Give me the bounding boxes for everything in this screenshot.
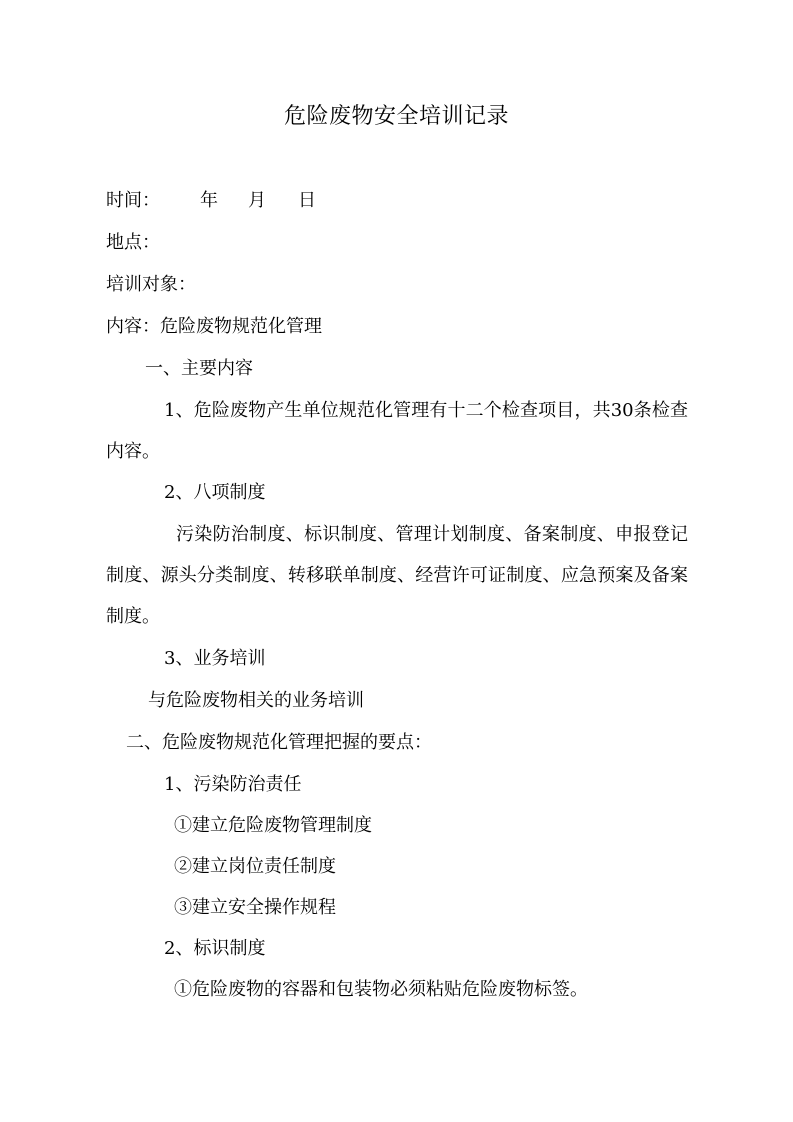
section2-heading: 二、危险废物规范化管理把握的要点： [126, 732, 432, 753]
document-title: 危险废物安全培训记录 [283, 104, 509, 129]
s1-item3-body: 与危险废物相关的业务培训 [148, 690, 364, 711]
year-label: 年 [200, 190, 218, 211]
month-label: 月 [248, 190, 266, 211]
s2-item1-c: ③建立安全操作规程 [174, 897, 336, 918]
s1-item1-paragraph: 1、危险废物产生单位规范化管理有十二个检查项目，共30条检查内容。 [106, 400, 688, 462]
s1-item2-heading: 2、八项制度 [164, 482, 266, 503]
time-label: 时间： [106, 190, 160, 211]
s2-item2-a: ①危险废物的容器和包装物必须粘贴危险废物标签。 [174, 979, 588, 1000]
audience-line: 培训对象： [106, 274, 196, 295]
s1-item3-heading: 3、业务培训 [164, 648, 266, 669]
place-line: 地点： [106, 232, 160, 253]
s2-item1-a: ①建立危险废物管理制度 [174, 815, 372, 836]
section1-heading: 一、主要内容 [145, 358, 253, 379]
time-line [106, 186, 316, 216]
s2-item2-heading: 2、标识制度 [164, 938, 266, 959]
s2-item1-heading: 1、污染防治责任 [164, 774, 302, 795]
day-label: 日 [298, 190, 316, 211]
s2-item1-b: ②建立岗位责任制度 [174, 856, 336, 877]
s1-item2-paragraph: 污染防治制度、标识制度、管理计划制度、备案制度、申报登记制度、源头分类制度、转移联单制度、经营许可证制度、应急预案及备案制度。 [106, 524, 688, 627]
content-line: 内容：危险废物规范化管理 [106, 316, 322, 337]
